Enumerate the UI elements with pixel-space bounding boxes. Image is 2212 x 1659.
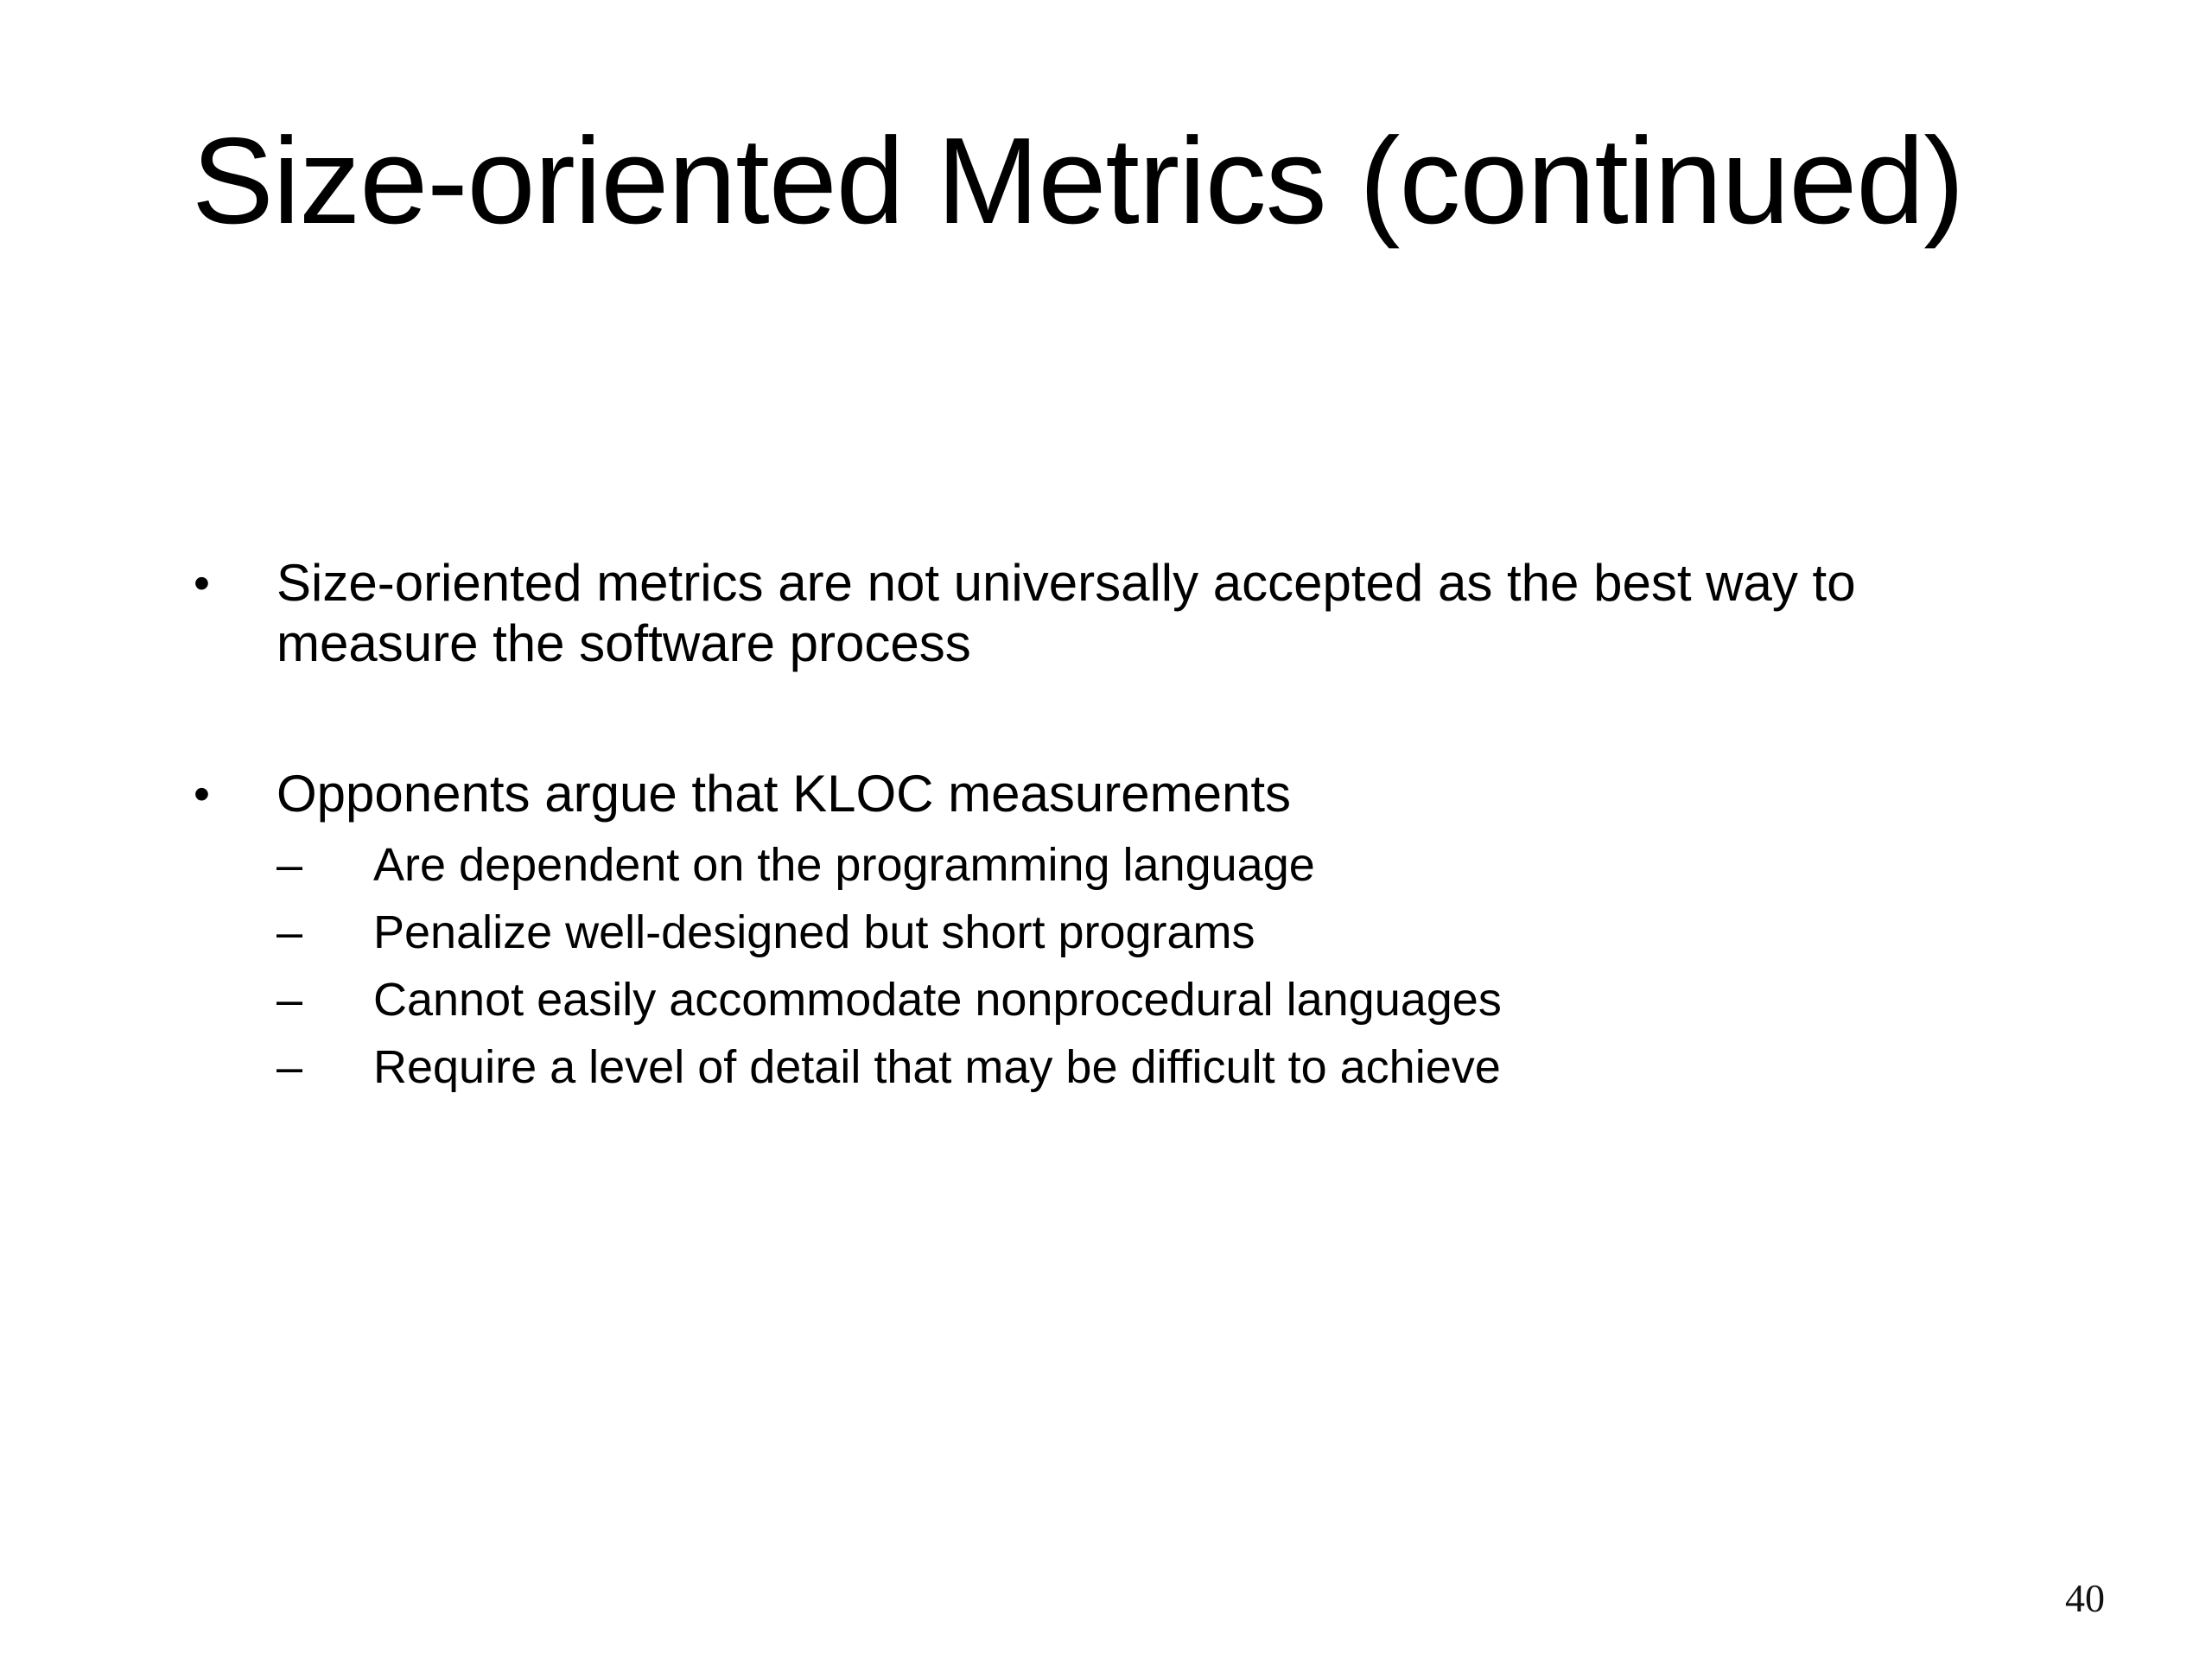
sub-bullet-item <box>276 1033 2048 1101</box>
dash-icon: – <box>276 906 303 958</box>
bullet-text: Opponents argue that KLOC measurements <box>276 765 1291 823</box>
sub-bullet-item <box>276 831 2048 899</box>
dash-icon: – <box>276 974 303 1026</box>
sub-bullet-list <box>276 831 2048 1101</box>
bullet-item-opponents <box>190 764 2048 1101</box>
bullet-list <box>190 553 2048 1101</box>
slide-title: Size-oriented Metrics (continued) <box>192 112 1964 250</box>
bullet-icon: • <box>194 768 210 820</box>
sub-bullet-text: Cannot easily accommodate nonprocedural languages <box>373 974 1502 1026</box>
bullet-text: Size-oriented metrics are not universally accepted as the best way to measure the software process <box>276 554 1856 672</box>
page-number: 40 <box>2065 1576 2105 1620</box>
dash-icon: – <box>276 1041 303 1093</box>
sub-bullet-text: Penalize well-designed but short programs <box>373 906 1255 958</box>
sub-bullet-text: Are dependent on the programming language <box>373 839 1315 891</box>
sub-bullet-text: Require a level of detail that may be difficult to achieve <box>373 1041 1501 1093</box>
bullet-icon: • <box>194 557 210 609</box>
dash-icon: – <box>276 839 303 891</box>
sub-bullet-item <box>276 899 2048 966</box>
sub-bullet-item <box>276 966 2048 1033</box>
bullet-item-kloc-acceptance <box>190 553 2048 674</box>
